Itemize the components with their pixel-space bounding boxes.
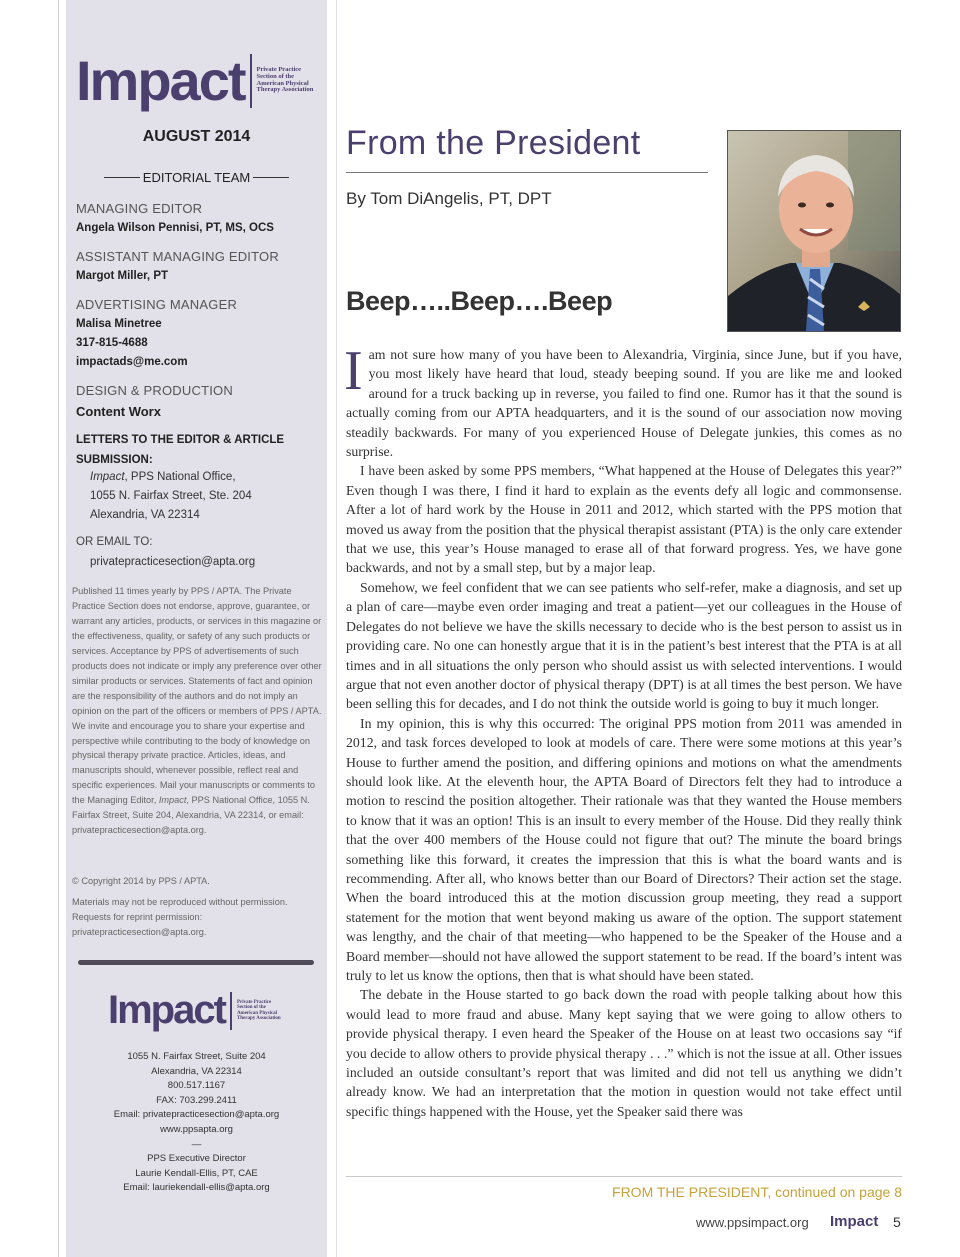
director-name: Laurie Kendall-Ellis, PT, CAE [135,1167,258,1179]
article-body [344,340,902,1121]
page-number: 5 [893,1214,901,1230]
contact-city: Alexandria, VA 22314 [151,1065,242,1077]
managing-editor-name: Angela Wilson Pennisi, PT, MS, OCS [76,222,274,234]
contact-block [66,1050,327,1196]
byline: By Tom DiAngelis, PT, DPT [346,189,552,208]
logo-wordmark: Impact [76,49,245,112]
contact-fax: FAX: 703.299.2411 [156,1094,237,1106]
decorative-rule [78,960,314,965]
section-title: From the President [346,124,641,162]
footer-url[interactable]: www.ppsimpact.org [696,1215,809,1230]
masthead-sidebar [66,0,327,1257]
director-email: Email: lauriekendall-ellis@apta.org [123,1182,270,1194]
author-photo [727,130,901,332]
portrait-image [728,131,901,332]
page-gutter-line [58,0,59,1257]
title-rule [346,172,708,173]
contact-phone: 800.517.1167 [167,1080,226,1092]
column-divider [336,0,337,1257]
continued-link[interactable]: FROM THE PRESIDENT, continued on page 8 [612,1184,902,1200]
article-paragraph: I have been asked by some PPS members, “What happened at the House of Delegates this year?” Even though I was there, I find it hard to explain as the events defy all logic and commonsense. After a lot of hard work by the House in 2011 and 2012, which started with the PPS motion that moved us away from the position that the physical therapist assistant (PTA) is the only care extender that we use, this year’s House managed to erase all of that forward progress. Yes, we have gone backwards, and not by a small step, but by a major leap. [346,463,902,576]
contact-web: www.ppsapta.org [160,1123,233,1135]
article-paragraph: Iam not sure how many of you have been to Alexandria, Virginia, since June, but if you have, you most likely have heard that loud, steady beeping sound. If you are like me and looked around for a truck backing up in reverse, you failed to find one. Rumor has it that the sound is actually coming from our APTA headquarters, and it is the sound of our association now moving steadily backwards. For many of you experienced House of Delegate junkies, this comes as no surprise. [344,340,902,460]
article-paragraph: In my opinion, this is why this occurred: The original PPS motion from 2011 was amended in 2012, and task forces developed to look at models of care. There were some motions at this year’s House to further amend the position, and differing opinions and motions on what the amendments should look like. At the eleventh hour, the APTA Board of Directors felt they had to introduce a motion to rescind the position altogether. Their rationale was that they wanted the House members to know that it was an option! This is an insult to every member of the House. Did they really think that the over 400 members of the House could not figure that out? The minute the board brings something like this forward, it creates the impression that this is what the board wants and is recommending. After all, who knows better than our Board of Directors? Their action set the stage. When the board introduced this at the motion discussion group meeting, they read a support statement for the motion that went beyond making us aware of the option. The support statement was lengthy, and the chair of that meeting—who happened to be the Speaker of the House and a Board member—should not have allowed the support statement to be read. If the board’s intent was truly to let us know the options, then that is what should have been stated. [346,715,902,983]
logo-wordmark-small: Impact [108,988,225,1032]
logo-divider-small [230,992,232,1030]
footer-rule [346,1176,902,1177]
article-paragraph: The debate in the House started to go back down the road with people talking about how this would lead to more fraud and abuse. Many kept saying that we were going to allow others to provide physical therapy. I even heard the Speaker of the House on at least two occasions say “if you decide to allow others to provide physical therapy . . .” which is not the issue at all. Other issues included an outside consultant’s report that was limited and did not tell us anything we didn’t already know. We had an interpretation that the motion in question would not take effect until specific things happened with the House, yet the Speaker said there was [346,987,902,1119]
contact-email: Email: privatepracticesection@apta.org [113,1109,280,1121]
letters-heading: LETTERS TO THE EDITOR & ARTICLE SUBMISSION: [76,434,285,466]
copyright-text: © Copyright 2014 by PPS / APTA. [72,876,210,886]
advertising-manager-name: Malisa Minetree [76,318,162,330]
advertising-phone: 317-815-4688 [76,337,148,349]
design-production-name: Content Worx [76,404,161,419]
logo-divider [250,54,252,108]
assistant-editor-name: Margot Miller, PT [76,270,169,282]
drop-cap: I [344,340,363,402]
issue-date: AUGUST 2014 [142,128,251,145]
or-email-label: OR EMAIL TO: [76,536,153,548]
logo-tagline-small: Private Practice Section of the American Physical Therapy Association [236,1000,281,1021]
advertising-email: impactads@me.com [76,356,188,368]
contact-separator: — [191,1138,202,1150]
contact-street: 1055 N. Fairfax Street, Suite 204 [127,1051,266,1062]
design-production-label: DESIGN & PRODUCTION [76,383,233,398]
logo-tagline: Private Practice Section of the American Physical Therapy Association [256,65,314,94]
editorial-team-heading: EDITORIAL TEAM [104,170,289,185]
impact-logo [76,48,319,113]
address-office: Impact, PPS National Office, [90,471,236,483]
assistant-editor-label: ASSISTANT MANAGING EDITOR [76,249,279,264]
advertising-manager-label: ADVERTISING MANAGER [76,297,238,312]
disclaimer-text: Published 11 times yearly by PPS / APTA. The Private Practice Section does not endorse, approve, guarantee, or warrant any articles, products, or services in this magazine or the effectiveness, quality, or safety of any such products or services. Acceptance by PPS of advertisements of such products does not indicate or imply any preference over other similar products or services. Statements of fact and opinion are the responsibility of the authors and do not imply an opinion on the part of the officers or members of PPS / APTA. We invite and encourage you to share your expertise and perspective while contributing to the body of knowledge on physical therapy private practice. Articles, ideas, and manuscripts should, whenever possible, reflect real and specific experiences. Mail your manuscripts or comments to the Managing Editor, Impact, PPS National Office, 1055 N. Fairfax Street, Suite 204, Alexandria, VA 22314, or email: privatepracticesection@apta.org. [72,586,322,836]
impact-logo-small [108,988,283,1033]
footer-publication: Impact [830,1213,879,1230]
article-headline: Beep…..Beep….Beep [346,286,613,316]
director-title: PPS Executive Director [147,1153,246,1165]
reprint-text: Materials may not be reproduced without permission. Requests for reprint permission: privatepracticesection@apta.org. [72,897,288,937]
managing-editor-label: MANAGING EDITOR [76,201,203,216]
submission-email: privatepracticesection@apta.org [90,556,256,568]
address-city: Alexandria, VA 22314 [90,509,200,521]
article-paragraph: Somehow, we feel confident that we can see patients who self-refer, make a diagnosis, and set up a plan of care—maybe even order imaging and treat a patient—yet our colleagues in the House of Delegates do not believe we have the skills necessary to decide who is the best person to assist us in providing care. No one can honestly argue that it is in the patient’s best interest that the PTA is at all times and in all situations the only person who should assist us with selected interventions. I would argue that not even another doctor of physical therapy (DPT) is at all times the best person. We have been selling this for decades, and I do not think the outside world is going to buy it much longer. [346,579,902,712]
address-street: 1055 N. Fairfax Street, Ste. 204 [90,490,252,502]
